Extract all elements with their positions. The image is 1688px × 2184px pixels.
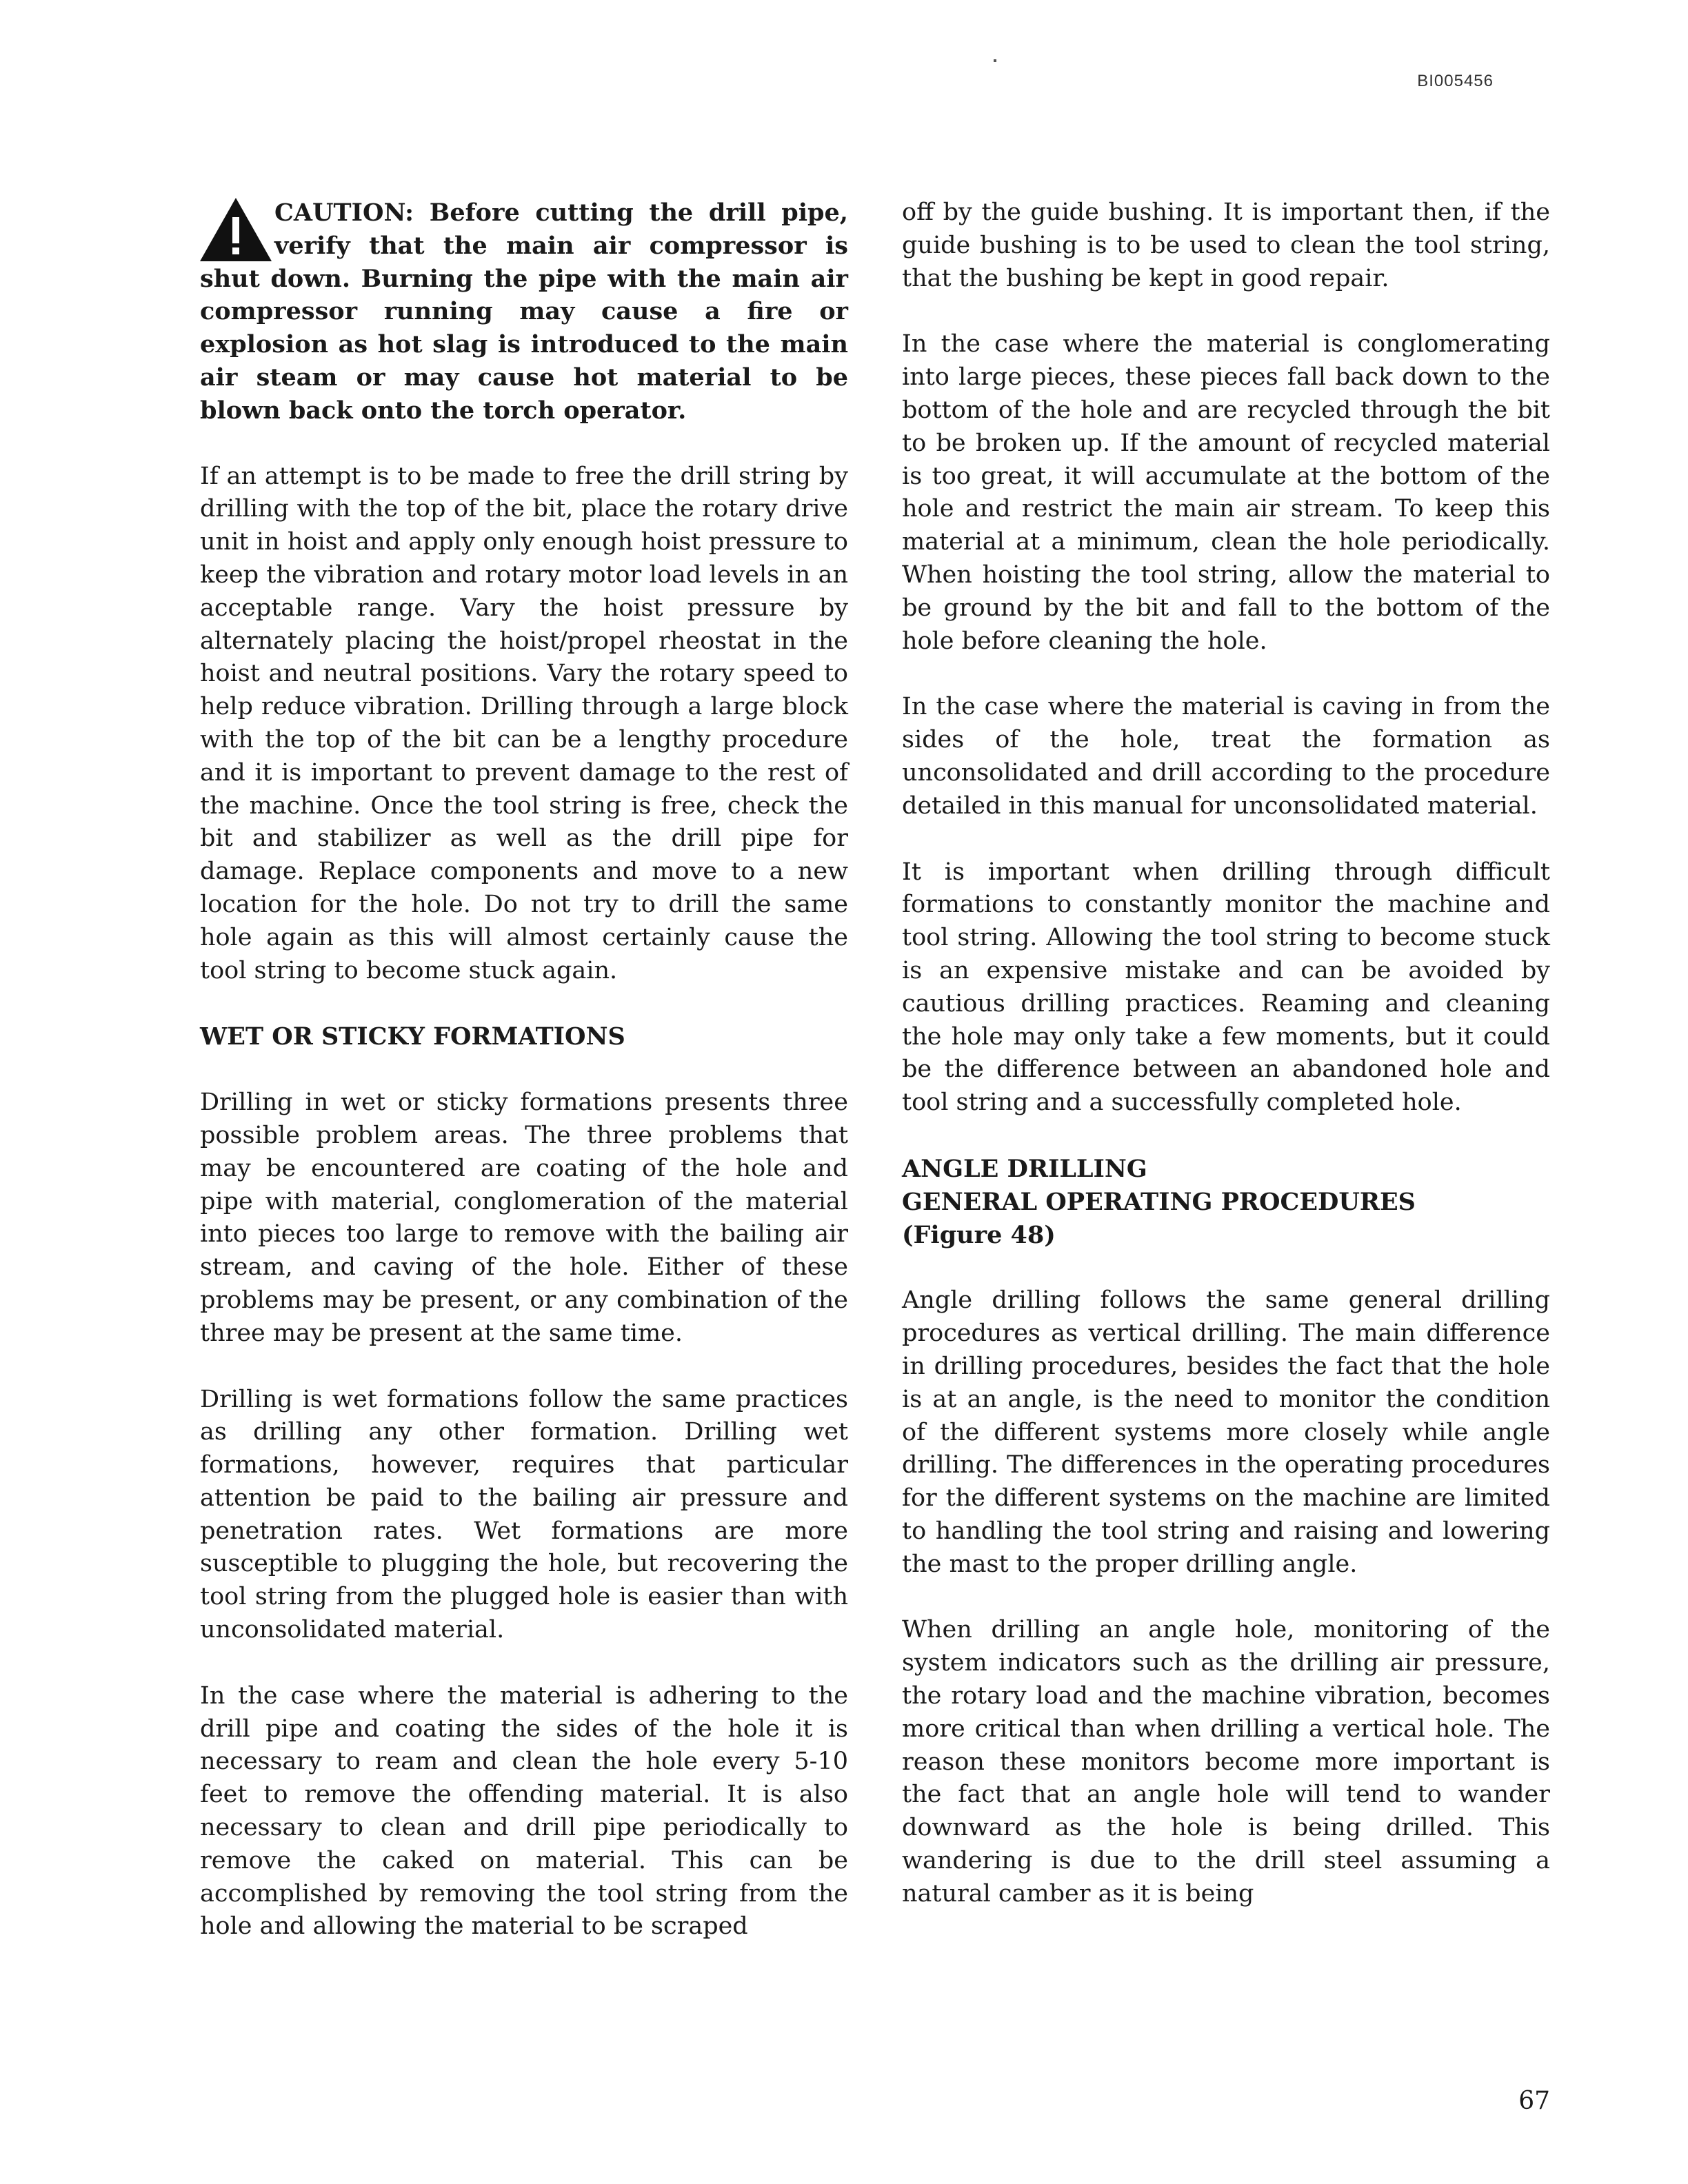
paragraph-free-drill-string: If an attempt is to be made to free the drill string by drilling with the top of the bit, place the rotary drive unit in hoist and apply only enough hoist pressure to keep the vibration and rotary motor load levels in an acceptable range. Vary the hoist pressure by alternately placing the hoist/propel rheostat in the hoist and neutral positions. Vary the rotary speed to help reduce vibration. Drilling through a large block with the top of the bit can be a lengthy procedure and it is important to prevent damage to the rest of the machine. Once the tool string is free, check the bit and stabilizer as well as the drill pipe for damage. Replace components and move to a new location for the hole. Do not try to drill the same hole again as this will almost certainly cause the tool string to become stuck again. (200, 462, 848, 984)
heading-angle-line-1: ANGLE DRILLING (902, 1154, 1147, 1183)
heading-angle-line-2: GENERAL OPERATING PROCEDURES (902, 1187, 1416, 1216)
right-column (902, 196, 1550, 1944)
paragraph-wet-practices: Drilling is wet formations follow the same practices as drilling any other formation. Drilling wet formations, however, requires that particular attention be paid to the bailing air pressure and penetration rates. Wet formations are more susceptible to plugging the hole, but recovering the tool string from the plugged hole is easier than with unconsolidated material. (200, 1385, 848, 1644)
paragraph-conglomerating: In the case where the material is conglomerating into large pieces, these pieces fall back down to the bottom of the hole and are recycled through the bit to be broken up. If the amount of recycled material is too great, it will accumulate at the bottom of the hole and restrict the main air stream. To keep this material at a minimum, clean the hole periodically. When hoisting the tool string, allow the material to be ground by the bit and fall to the bottom of the hole before cleaning the hole. (902, 330, 1550, 655)
paragraph-angle-monitoring: When drilling an angle hole, monitoring of the system indicators such as the drilling air pressure, the rotary load and the machine vibration, becomes more critical than when drilling a vertical hole. The reason these monitors become more important is the fact that an angle hole will tend to wander downward as the hole is being drilled. This wandering is due to the drill steel assuming a natural camber as it is being (902, 1616, 1550, 1908)
caution-text: CAUTION: Before cutting the drill pipe, verify that the main air compressor is shut down. Burning the pipe with the main air compressor running may cause a fire or explosion as hot slag is introduced to the main air steam or may cause hot material to be blown back onto the torch operator. (200, 199, 848, 425)
paragraph-guide-bushing: off by the guide bushing. It is important then, if the guide bushing is to be used to clean the tool string, that the bushing be kept in good repair. (902, 199, 1550, 292)
paragraph-angle-procedures: Angle drilling follows the same general drilling procedures as vertical drilling. The main difference in drilling procedures, besides the fact that the hole is at an angle, is the need to monitor the condition of the different systems more closely while angle drilling. The differences in the operating procedures for the different systems on the machine are limited to handling the tool string and raising and lowering the mast to the proper drilling angle. (902, 1286, 1550, 1578)
document-id: BI005456 (1417, 72, 1494, 90)
caution-block (200, 196, 848, 427)
heading-angle-drilling (902, 1153, 1550, 1251)
paragraph-monitor-machine: It is important when drilling through difficult formations to constantly monitor the machine and tool string. Allowing the tool string to become stuck is an expensive mistake and can be avoided by cautious drilling practices. Reaming and cleaning the hole may only take a few moments, but it could be the difference between an abandoned hole and tool string and a successfully completed hole. (902, 858, 1550, 1117)
heading-angle-line-3: (Figure 48) (902, 1220, 1056, 1249)
page-number: 67 (1518, 2087, 1550, 2115)
paragraph-caving: In the case where the material is caving in from the sides of the hole, treat the formation as unconsolidated and drill according to the procedure detailed in this manual for unconsolidated material. (902, 693, 1550, 820)
heading-wet-sticky-formations: WET OR STICKY FORMATIONS (200, 1022, 625, 1051)
scan-speck (994, 59, 996, 62)
left-column (200, 196, 848, 1976)
paragraph-adhering-material: In the case where the material is adhering to the drill pipe and coating the sides of the hole it is necessary to ream and clean the hole every 5-10 feet to remove the offending material. It is also necessary to clean and drill pipe periodically to remove the caked on material. This can be accomplished by removing the tool string from the hole and allowing the material to be scraped (200, 1681, 848, 1941)
warning-triangle-icon (200, 198, 272, 261)
paragraph-problem-areas: Drilling in wet or sticky formations presents three possible problem areas. The three problems that may be encountered are coating of the hole and pipe with material, conglomeration of the material into pieces too large to remove with the bailing air stream, and caving of the hole. Either of these problems may be present, or any combination of the three may be present at the same time. (200, 1089, 848, 1347)
